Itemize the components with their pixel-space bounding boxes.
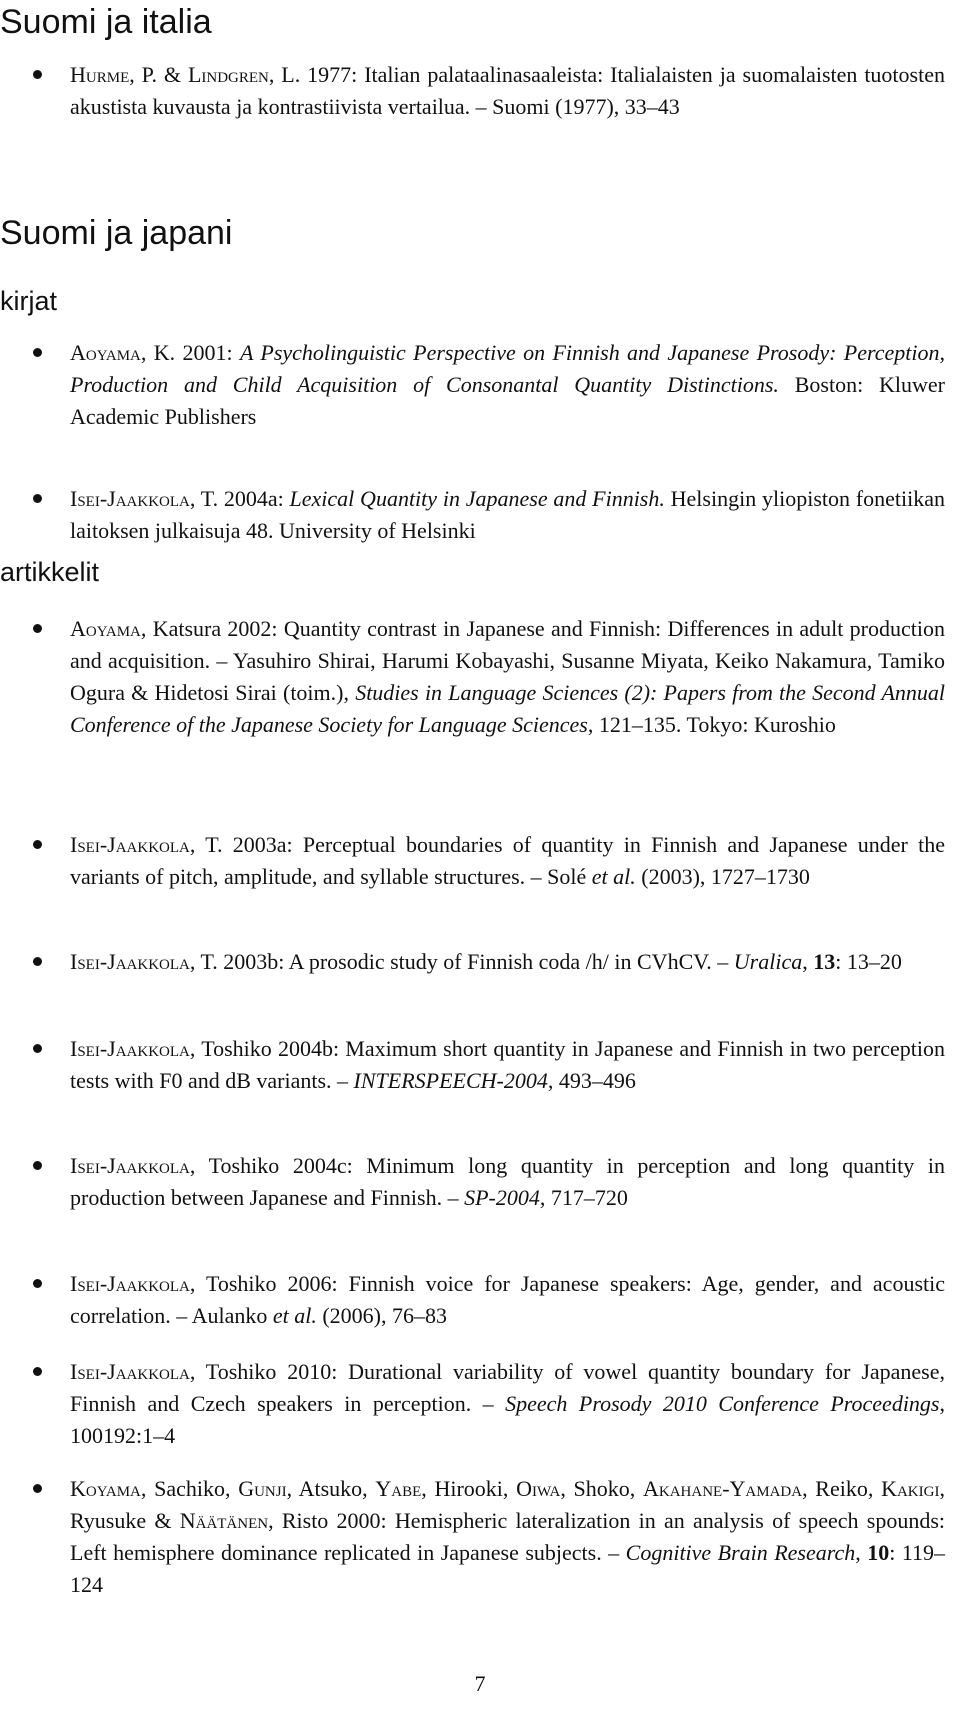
journal-title: Uralica xyxy=(733,949,803,974)
reference-text: , T. 2003b: A prosodic study of Finnish coda /h/ in CVhCV. – xyxy=(189,949,734,974)
author-name: Oiwa xyxy=(516,1476,561,1501)
reference-text: , Shoko, xyxy=(560,1476,643,1501)
heading-artikkelit: artikkelit xyxy=(0,557,100,587)
list-item-koyama-2000 xyxy=(70,1473,945,1601)
bullet-icon xyxy=(33,1044,42,1053)
author-name: Lindgren xyxy=(187,62,269,87)
reference-text: Boston: Kluwer Academic Publishers xyxy=(70,372,945,429)
list-item-hurme-1977 xyxy=(70,59,945,123)
book-title: Lexical Quantity in Japanese and Finnish. xyxy=(289,486,665,511)
bullet-icon xyxy=(33,494,42,503)
reference-text: , Reiko, xyxy=(802,1476,882,1501)
author-name: Akahane-Yamada xyxy=(642,1476,803,1501)
author-name: Isei-Jaakkola xyxy=(70,1271,190,1296)
author-name: Aoyama xyxy=(70,340,141,365)
reference-text: , Sachiko, xyxy=(140,1476,239,1501)
et-al-text: et al. xyxy=(591,864,636,889)
reference-text: , P. & xyxy=(129,62,188,87)
reference-text: , Ryusuke & xyxy=(70,1476,945,1533)
et-al-text: et al. xyxy=(272,1303,317,1328)
heading-suomi-ja-italia: Suomi ja italia xyxy=(0,3,212,41)
reference-text: , Katsura 2002: Quantity contrast in Japanese and Finnish: Differences in adult production and acquisition. – Yasuhiro Shirai, Harumi Kobayashi, Susanne Miyata, Keiko Nakamura, Tamiko Ogura & Hidetosi Sirai (toim.), xyxy=(70,616,945,705)
author-name: Isei-Jaakkola xyxy=(70,1153,190,1178)
reference-text: , Toshiko 2006: Finnish voice for Japanese speakers: Age, gender, and acoustic correlation. – Aulanko xyxy=(70,1271,945,1328)
author-name: Isei-Jaakkola xyxy=(70,949,190,974)
reference-text: , L. 1977: Italian palataalinasaaleista: Italialaisten ja suomalaisten tuotosten akustista kuvausta ja kontrastiivista vertailua. – Suomi (1977), 33–43 xyxy=(70,62,945,119)
list-item-isei-2004a xyxy=(70,483,945,547)
author-name: Gunji xyxy=(238,1476,287,1501)
reference-text: , xyxy=(855,1540,868,1565)
author-name: Hurme xyxy=(70,62,130,87)
list-item-isei-2003a xyxy=(70,829,945,893)
reference-text: , Hirooki, xyxy=(421,1476,517,1501)
list-item-isei-2004b xyxy=(70,1033,945,1097)
list-item-isei-2010 xyxy=(70,1356,945,1452)
bullet-icon xyxy=(33,1279,42,1288)
journal-title: Speech Prosody 2010 Conference Proceedings xyxy=(505,1391,940,1416)
heading-kirjat: kirjat xyxy=(0,286,58,316)
journal-title: Cognitive Brain Research xyxy=(625,1540,856,1565)
reference-text: , K. 2001: xyxy=(140,340,240,365)
author-name: Kakigi xyxy=(881,1476,940,1501)
reference-text: , 121–135. Tokyo: Kuroshio xyxy=(587,712,836,737)
author-name: Koyama xyxy=(70,1476,141,1501)
author-name: Isei-Jaakkola xyxy=(70,486,190,511)
list-item-isei-2003b xyxy=(70,946,945,978)
reference-text: , Toshiko 2004b: Maximum short quantity in Japanese and Finnish in two perception tests with F0 and dB variants. – xyxy=(70,1036,945,1093)
bullet-icon xyxy=(33,624,42,633)
bullet-icon xyxy=(33,840,42,849)
list-item-isei-2006 xyxy=(70,1268,945,1332)
reference-text: , 100192:1–4 xyxy=(70,1391,945,1448)
reference-text: : 119–124 xyxy=(70,1540,946,1597)
bullet-icon xyxy=(33,957,42,966)
page-number: 7 xyxy=(474,1671,486,1696)
reference-text: , T. 2004a: xyxy=(189,486,290,511)
reference-text: , Toshiko 2010: Durational variability of vowel quantity boundary for Japanese, Finnish and Czech speakers in perception. – xyxy=(70,1359,945,1416)
author-name: Isei-Jaakkola xyxy=(70,1359,190,1384)
reference-text: , Atsuko, xyxy=(286,1476,376,1501)
reference-text: , xyxy=(802,949,814,974)
list-item-aoyama-2001 xyxy=(70,337,945,433)
reference-text: (2003), 1727–1730 xyxy=(635,864,810,889)
heading-suomi-ja-japani: Suomi ja japani xyxy=(0,214,233,252)
reference-text: , Toshiko 2004c: Minimum long quantity in perception and long quantity in production between Japanese and Finnish. – xyxy=(70,1153,945,1210)
journal-title: Studies in Language Sciences (2): Papers from the Second Annual Conference of the Japanese Society for Language Sciences xyxy=(70,680,945,737)
list-item-isei-2004c xyxy=(70,1150,945,1214)
bullet-icon xyxy=(33,348,42,357)
book-title: A Psycholinguistic Perspective on Finnish and Japanese Prosody: Perception, Production and Child Acquisition of Consonantal Quantity Distinctions. xyxy=(70,340,946,397)
journal-title: INTERSPEECH-2004 xyxy=(353,1068,548,1093)
bullet-icon xyxy=(33,1367,42,1376)
reference-text: , Risto 2000: Hemispheric lateralization in an analysis of speech spounds: Left hemisphere dominance replicated in Japanese subjects. – xyxy=(70,1508,945,1565)
author-name: Isei-Jaakkola xyxy=(70,832,190,857)
author-name: Aoyama xyxy=(70,616,141,641)
reference-text: , T. 2003a: Perceptual boundaries of quantity in Finnish and Japanese under the variants of pitch, amplitude, and syllable structures. – Solé xyxy=(70,832,945,889)
reference-text: Helsingin yliopiston fonetiikan laitoksen julkaisuja 48. University of Helsinki xyxy=(70,486,945,543)
list-item-aoyama-2002 xyxy=(70,613,945,741)
journal-title: SP-2004 xyxy=(464,1185,540,1210)
volume-number: 10 xyxy=(867,1540,890,1565)
bullet-icon xyxy=(33,1484,42,1493)
reference-text: (2006), 76–83 xyxy=(316,1303,447,1328)
reference-text: , 717–720 xyxy=(539,1185,628,1210)
author-name: Näätänen xyxy=(179,1508,269,1533)
bullet-icon xyxy=(33,70,42,79)
reference-text: : 13–20 xyxy=(835,949,902,974)
author-name: Isei-Jaakkola xyxy=(70,1036,190,1061)
reference-text: , 493–496 xyxy=(547,1068,636,1093)
author-name: Yabe xyxy=(375,1476,422,1501)
volume-number: 13 xyxy=(813,949,836,974)
bullet-icon xyxy=(33,1161,42,1170)
